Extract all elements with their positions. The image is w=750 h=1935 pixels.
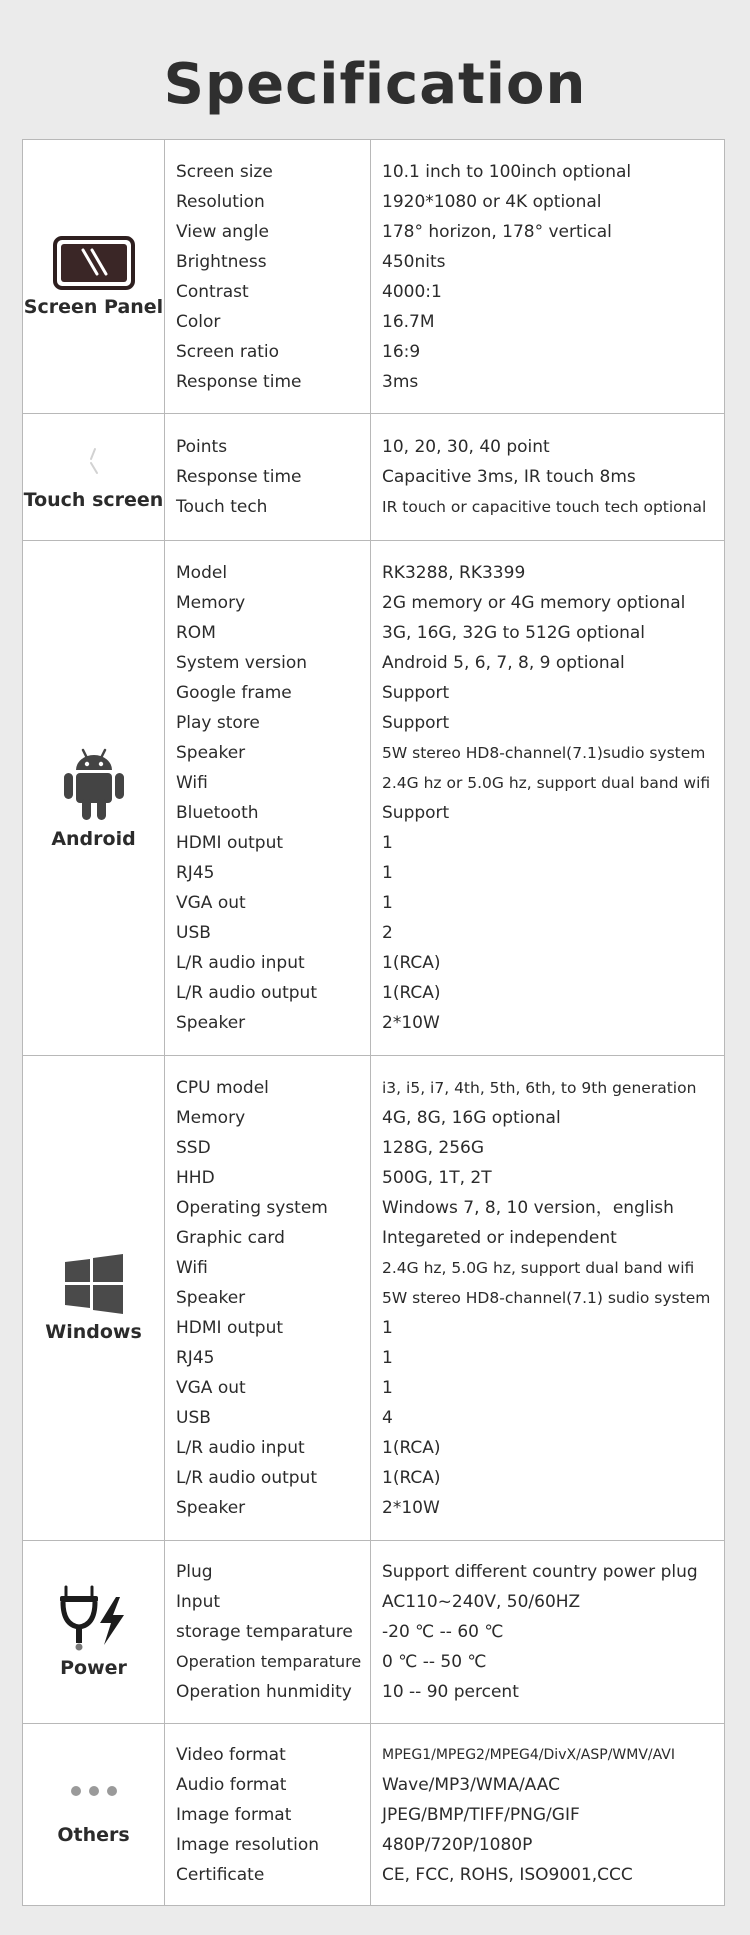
spec-value: -20 ℃ -- 60 ℃ — [382, 1622, 504, 1642]
spec-label: CPU model — [176, 1078, 269, 1098]
spec-value: IR touch or capacitive touch tech optional — [382, 498, 707, 516]
spec-value: 1 — [382, 893, 393, 913]
spec-value: 1(RCA) — [382, 1438, 441, 1458]
spec-label: Speaker — [176, 1013, 246, 1033]
spec-value: 2*10W — [382, 1013, 440, 1033]
spec-label: Graphic card — [176, 1228, 285, 1248]
spec-value: 1 — [382, 1318, 393, 1338]
label-column — [165, 1541, 371, 1723]
spec-label: USB — [176, 923, 211, 943]
spec-label: Wifi — [176, 1258, 208, 1278]
spec-value: 5W stereo HD8-channel(7.1)sudio system — [382, 744, 706, 762]
spec-label: Speaker — [176, 743, 246, 763]
spec-value: RK3288, RK3399 — [382, 563, 526, 583]
spec-value: Support different country power plug — [382, 1562, 698, 1582]
spec-value: 5W stereo HD8-channel(7.1) sudio system — [382, 1289, 711, 1307]
section-screen-panel — [23, 140, 724, 413]
label-column — [165, 140, 371, 413]
spec-value: 2 — [382, 923, 393, 943]
spec-label: Touch tech — [176, 497, 268, 517]
spec-label: Google frame — [176, 683, 292, 703]
spec-label: Response time — [176, 467, 302, 487]
spec-label: Brightness — [176, 251, 267, 272]
spec-value: Support — [382, 713, 450, 733]
spec-value: 16:9 — [382, 341, 421, 362]
label-column — [165, 1056, 371, 1540]
category-cell — [23, 1724, 165, 1905]
spec-label: storage temparature — [176, 1622, 353, 1642]
spec-label: RJ45 — [176, 1348, 215, 1368]
spec-value: Wave/MP3/WMA/AAC — [382, 1774, 560, 1795]
category-label: Others — [57, 1823, 130, 1846]
spec-value: 128G, 256G — [382, 1138, 485, 1158]
windows-icon — [63, 1253, 125, 1315]
spec-label: Memory — [176, 593, 246, 613]
spec-label: Speaker — [176, 1288, 246, 1308]
spec-label: Plug — [176, 1562, 213, 1582]
spec-label: HDMI output — [176, 1318, 284, 1338]
spec-value: 1920*1080 or 4K optional — [382, 191, 602, 212]
spec-value: 1(RCA) — [382, 953, 441, 973]
category-cell — [23, 1056, 165, 1540]
label-column — [165, 541, 371, 1055]
screen-panel-icon — [53, 236, 135, 290]
category-cell — [23, 1541, 165, 1723]
spec-value: 4000:1 — [382, 281, 442, 302]
spec-label: Video format — [176, 1744, 286, 1765]
section-power — [23, 1540, 724, 1723]
spec-value: i3, i5, i7, 4th, 5th, 6th, to 9th generation — [382, 1079, 697, 1097]
spec-value: 10 -- 90 percent — [382, 1682, 519, 1702]
spec-value: 2*10W — [382, 1498, 440, 1518]
spec-label: L/R audio input — [176, 1438, 305, 1458]
spec-value: 2G memory or 4G memory optional — [382, 593, 686, 613]
spec-label: Response time — [176, 371, 302, 392]
category-cell — [23, 414, 165, 540]
spec-value: Windows 7, 8, 10 version，english — [382, 1198, 674, 1218]
spec-value: 10.1 inch to 100inch optional — [382, 161, 632, 182]
spec-value: MPEG1/MPEG2/MPEG4/DivX/ASP/WMV/AVI — [382, 1746, 676, 1763]
spec-value: Support — [382, 683, 450, 703]
spec-label: L/R audio output — [176, 1468, 317, 1488]
spec-value: Android 5, 6, 7, 8, 9 optional — [382, 653, 625, 673]
spec-label: View angle — [176, 221, 269, 242]
spec-label: Certificate — [176, 1864, 265, 1885]
spec-label: System version — [176, 653, 308, 673]
spec-value: Support — [382, 803, 450, 823]
spec-label: Resolution — [176, 191, 265, 212]
category-label: Touch screen — [23, 489, 164, 511]
spec-value: 2.4G hz, 5.0G hz, support dual band wifi — [382, 1259, 695, 1277]
power-plug-icon — [58, 1585, 130, 1651]
spec-value: 0 ℃ -- 50 ℃ — [382, 1652, 487, 1672]
category-label: Windows — [45, 1321, 142, 1343]
value-column — [371, 1724, 724, 1905]
spec-label: L/R audio output — [176, 983, 317, 1003]
spec-value: 16.7M — [382, 311, 435, 332]
section-android — [23, 540, 724, 1055]
spec-label: Memory — [176, 1108, 246, 1128]
spec-value: 1 — [382, 1378, 393, 1398]
spec-label: HHD — [176, 1168, 215, 1188]
more-dots-icon — [69, 1784, 119, 1798]
spec-label: Operation hunmidity — [176, 1682, 352, 1702]
spec-value: 500G, 1T, 2T — [382, 1168, 492, 1188]
category-label: Screen Panel — [23, 295, 164, 318]
spec-label: ROM — [176, 623, 216, 643]
spec-value: 1 — [382, 1348, 393, 1368]
spec-value: 4G, 8G, 16G optional — [382, 1108, 561, 1128]
category-label: Power — [60, 1657, 127, 1679]
spec-label: Model — [176, 563, 228, 583]
spec-label: Wifi — [176, 773, 208, 793]
spec-value: JPEG/BMP/TIFF/PNG/GIF — [382, 1804, 580, 1825]
spec-value: Integareted or independent — [382, 1228, 617, 1248]
page-title: Specification — [163, 52, 587, 117]
spec-value: 450nits — [382, 251, 446, 272]
spec-label: Play store — [176, 713, 260, 733]
android-icon — [61, 746, 127, 822]
value-column — [371, 1056, 724, 1540]
category-cell — [23, 541, 165, 1055]
value-column — [371, 140, 724, 413]
category-cell — [23, 140, 165, 413]
spec-label: L/R audio input — [176, 953, 305, 973]
category-label: Android — [51, 828, 136, 850]
spec-value: 1 — [382, 863, 393, 883]
spec-value: 3G, 16G, 32G to 512G optional — [382, 623, 646, 643]
spec-value: 1(RCA) — [382, 983, 441, 1003]
spec-value: 2.4G hz or 5.0G hz, support dual band wifi — [382, 774, 711, 792]
spec-value: 178° horizon, 178° vertical — [382, 221, 612, 242]
spec-label: Image resolution — [176, 1834, 320, 1855]
spec-value: 3ms — [382, 371, 419, 392]
spec-value: 1(RCA) — [382, 1468, 441, 1488]
spec-value: Capacitive 3ms, IR touch 8ms — [382, 467, 636, 487]
spec-label: RJ45 — [176, 863, 215, 883]
spec-label: VGA out — [176, 1378, 246, 1398]
section-windows — [23, 1055, 724, 1540]
spec-label: Bluetooth — [176, 803, 259, 823]
spec-value: CE, FCC, ROHS, ISO9001,CCC — [382, 1864, 633, 1885]
label-column — [165, 1724, 371, 1905]
spec-label: Operating system — [176, 1198, 328, 1218]
spec-label: Screen ratio — [176, 341, 280, 362]
spec-label: Audio format — [176, 1774, 287, 1795]
spec-label: Points — [176, 437, 228, 457]
spec-label: Input — [176, 1592, 221, 1612]
spec-label: Contrast — [176, 281, 249, 302]
touch-icon — [79, 443, 109, 483]
value-column — [371, 541, 724, 1055]
spec-label: Speaker — [176, 1498, 246, 1518]
spec-label: USB — [176, 1408, 211, 1428]
spec-value: 480P/720P/1080P — [382, 1834, 533, 1855]
spec-value: 10, 20, 30, 40 point — [382, 437, 550, 457]
spec-label: Screen size — [176, 161, 273, 182]
value-column — [371, 1541, 724, 1723]
section-others — [23, 1723, 724, 1905]
spec-label: Operation temparature — [176, 1652, 362, 1671]
spec-table — [22, 139, 725, 1906]
spec-label: HDMI output — [176, 833, 284, 853]
label-column — [165, 414, 371, 540]
spec-label: VGA out — [176, 893, 246, 913]
value-column — [371, 414, 724, 540]
spec-label: Color — [176, 311, 221, 332]
spec-label: Image format — [176, 1804, 292, 1825]
spec-label: SSD — [176, 1138, 211, 1158]
section-touch-screen — [23, 413, 724, 540]
spec-value: 1 — [382, 833, 393, 853]
spec-value: 4 — [382, 1408, 393, 1428]
spec-value: AC110~240V, 50/60HZ — [382, 1592, 581, 1612]
